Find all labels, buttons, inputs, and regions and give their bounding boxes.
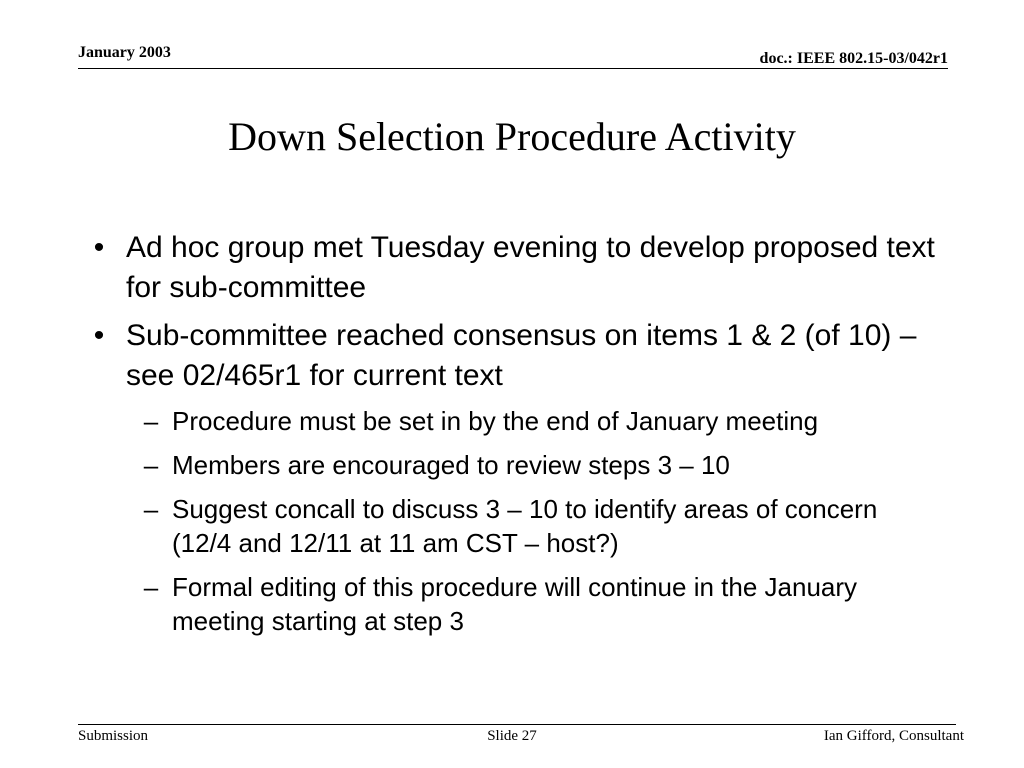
sub-bullet-text: Procedure must be set in by the end of January meeting (172, 406, 819, 436)
sub-bullet-item (136, 492, 942, 560)
sub-bullet-item (136, 448, 942, 482)
sub-bullet-text: Members are encouraged to review steps 3 – 10 (172, 450, 730, 480)
sub-bullet-text: Formal editing of this procedure will continue in the January meeting starting at step 3 (172, 572, 858, 636)
sub-bullet-marker: – (143, 494, 159, 524)
header-doc-id: doc.: IEEE 802.15-03/042r1 (759, 50, 948, 67)
sub-bullet-item (136, 404, 942, 438)
bullet-text: Sub-committee reached consensus on items 1 & 2 (of 10) – see 02/465r1 for current text (126, 319, 917, 392)
footer-divider (78, 724, 956, 725)
sub-bullet-marker: – (143, 406, 159, 436)
bullet-marker: • (93, 319, 105, 352)
bullet-marker: • (93, 231, 105, 264)
footer-slide-number: Slide 27 (487, 728, 537, 744)
slide-title: Down Selection Procedure Activity (228, 114, 796, 159)
footer-submission: Submission (78, 728, 149, 744)
slide-body (84, 228, 954, 648)
header-date: January 2003 (78, 44, 171, 61)
bullet-item (84, 228, 954, 308)
footer-author: Ian Gifford, Consultant (823, 728, 964, 744)
bullet-text: Ad hoc group met Tuesday evening to develop proposed text for sub-committee (126, 231, 935, 304)
sub-bullet-item (136, 570, 942, 638)
sub-bullet-marker: – (143, 450, 159, 480)
sub-bullet-text: Suggest concall to discuss 3 – 10 to identify areas of concern (12/4 and 12/11 at 11 am CST – host?) (172, 494, 878, 558)
bullet-item (84, 316, 954, 396)
sub-bullet-marker: – (143, 572, 159, 602)
header-divider (78, 68, 948, 69)
